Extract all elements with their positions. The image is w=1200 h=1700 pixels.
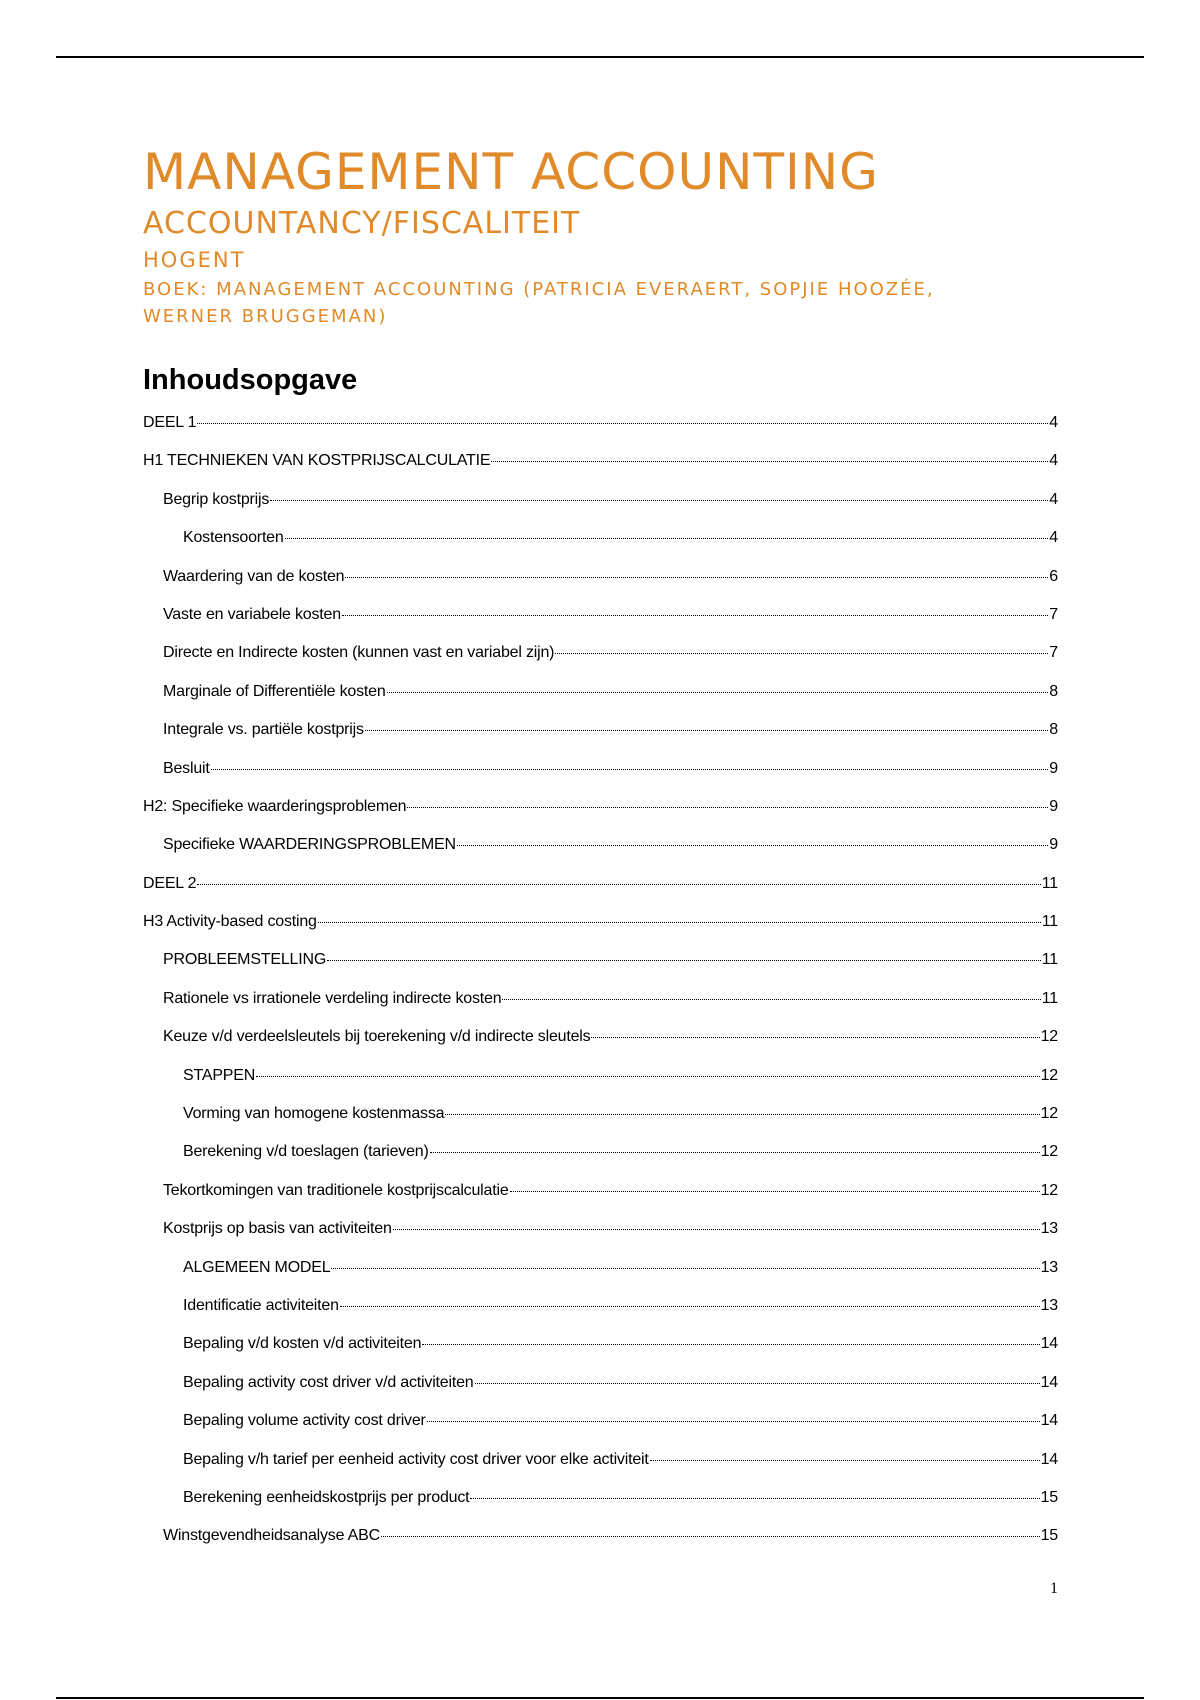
toc-entry[interactable] [143,990,1058,1028]
toc-entry-label: Kostensoorten [183,529,284,547]
toc-entry[interactable] [143,721,1058,759]
header-rule [56,56,1144,58]
footer-rule [56,1697,1144,1699]
toc-dot-leader [422,1344,1039,1345]
toc-entry-page: 15 [1040,1488,1058,1506]
toc-entry-page: 7 [1049,644,1058,662]
toc-entry[interactable] [143,529,1058,567]
toc-entry[interactable] [143,1143,1058,1181]
page-number: 1 [1050,1580,1058,1597]
toc-entry-page: 12 [1040,1105,1058,1123]
toc-entry[interactable] [143,1067,1058,1105]
toc-entry-label: Keuze v/d verdeelsleutels bij toerekening v/d indirecte sleutels [163,1028,591,1046]
toc-dot-leader [470,1498,1039,1499]
toc-entry-page: 8 [1049,682,1058,700]
toc-entry-label: Berekening eenheidskostprijs per product [183,1488,470,1506]
toc-dot-leader [445,1114,1039,1115]
toc-heading: Inhoudsopgave [143,364,358,396]
toc-entry-label: Specifieke WAARDERINGSPROBLEMEN [163,836,456,854]
toc-entry-label: H3 Activity-based costing [143,913,317,931]
toc-entry[interactable] [143,1489,1058,1527]
toc-dot-leader [555,653,1048,654]
toc-dot-leader [650,1460,1040,1461]
toc-entry-label: Bepaling v/h tarief per eenheid activity cost driver voor elke activiteit [183,1450,649,1468]
institution-name: HOGENT [143,248,246,272]
toc-entry-label: Bepaling v/d kosten v/d activiteiten [183,1335,422,1353]
document-title: MANAGEMENT ACCOUNTING [143,143,879,201]
toc-entry-label: Vorming van homogene kostenmassa [183,1105,445,1123]
toc-entry[interactable] [143,913,1058,951]
toc-entry-label: Berekening v/d toeslagen (tarieven) [183,1143,429,1161]
toc-entry-page: 14 [1040,1373,1058,1391]
toc-entry-page: 12 [1040,1028,1058,1046]
toc-entry-page: 8 [1049,721,1058,739]
toc-dot-leader [256,1076,1039,1077]
toc-entry[interactable] [143,1297,1058,1335]
toc-dot-leader [475,1383,1040,1384]
toc-entry[interactable] [143,875,1058,913]
toc-entry-label: H1 TECHNIEKEN VAN KOSTPRIJSCALCULATIE [143,452,491,470]
table-of-contents [143,414,1058,1566]
toc-entry-page: 13 [1040,1258,1058,1276]
toc-entry[interactable] [143,1412,1058,1450]
toc-entry-label: PROBLEEMSTELLING [163,951,327,969]
toc-dot-leader [393,1229,1040,1230]
toc-dot-leader [387,692,1049,693]
toc-dot-leader [318,922,1041,923]
toc-dot-leader [327,960,1041,961]
toc-dot-leader [211,769,1049,770]
toc-entry[interactable] [143,1105,1058,1143]
toc-entry-page: 4 [1049,490,1058,508]
toc-entry-label: DEEL 1 [143,414,197,431]
toc-entry-page: 14 [1040,1412,1058,1430]
toc-entry[interactable] [143,1220,1058,1258]
toc-dot-leader [345,577,1048,578]
toc-entry[interactable] [143,1335,1058,1373]
toc-entry[interactable] [143,491,1058,529]
toc-entry-label: Bepaling activity cost driver v/d activiteiten [183,1373,474,1391]
toc-entry-label: Kostprijs op basis van activiteiten [163,1220,392,1238]
toc-entry[interactable] [143,452,1058,490]
toc-entry[interactable] [143,836,1058,874]
toc-entry-page: 4 [1049,529,1058,547]
toc-dot-leader [427,1421,1040,1422]
book-reference-line-2: WERNER BRUGGEMAN) [143,306,388,327]
toc-entry[interactable] [143,683,1058,721]
toc-entry-page: 6 [1049,567,1058,585]
book-reference-line-1: BOEK: MANAGEMENT ACCOUNTING (PATRICIA EVERAERT, SOPJIE HOOZÉE, [143,279,935,300]
toc-entry-page: 14 [1040,1335,1058,1353]
toc-dot-leader [285,538,1049,539]
toc-entry-page: 12 [1040,1066,1058,1084]
toc-dot-leader [430,1152,1040,1153]
toc-entry-label: Tekortkomingen van traditionele kostprijscalculatie [163,1181,509,1199]
toc-entry-label: Rationele vs irrationele verdeling indirecte kosten [163,989,502,1007]
toc-dot-leader [491,461,1048,462]
toc-entry[interactable] [143,1527,1058,1565]
toc-entry-label: STAPPEN [183,1066,256,1084]
toc-entry[interactable] [143,1259,1058,1297]
toc-dot-leader [342,615,1048,616]
toc-entry-label: H2: Specifieke waarderingsproblemen [143,797,407,815]
toc-entry-page: 11 [1041,989,1058,1007]
toc-entry-label: Vaste en variabele kosten [163,605,341,623]
toc-entry-page: 9 [1049,759,1058,777]
toc-entry[interactable] [143,798,1058,836]
toc-dot-leader [270,500,1048,501]
toc-entry-page: 11 [1041,874,1058,892]
toc-entry[interactable] [143,414,1058,452]
toc-entry[interactable] [143,568,1058,606]
toc-entry[interactable] [143,1451,1058,1489]
toc-dot-leader [197,884,1040,885]
toc-entry-label: Bepaling volume activity cost driver [183,1412,426,1430]
toc-entry-label: Integrale vs. partiële kostprijs [163,721,364,739]
toc-dot-leader [340,1306,1040,1307]
toc-dot-leader [502,999,1040,1000]
document-body [143,140,1058,1566]
document-subtitle: ACCOUNTANCY/FISCALITEIT [143,206,581,241]
toc-entry-page: 14 [1040,1450,1058,1468]
toc-entry-page: 11 [1041,913,1058,931]
toc-entry-page: 12 [1040,1143,1058,1161]
toc-dot-leader [457,845,1048,846]
toc-entry[interactable] [143,644,1058,682]
toc-entry-page: 13 [1040,1296,1058,1314]
toc-entry-page: 11 [1041,951,1058,969]
toc-entry[interactable] [143,606,1058,644]
toc-entry-page: 12 [1040,1181,1058,1199]
toc-dot-leader [365,730,1048,731]
toc-dot-leader [381,1536,1040,1537]
toc-entry-page: 9 [1049,836,1058,854]
toc-entry-label: DEEL 2 [143,874,197,892]
toc-entry-label: Besluit [163,759,210,777]
toc-entry-label: Identificatie activiteiten [183,1296,339,1314]
toc-entry-page: 7 [1049,605,1058,623]
toc-dot-leader [510,1191,1040,1192]
toc-dot-leader [197,423,1048,424]
toc-entry[interactable] [143,1374,1058,1412]
toc-dot-leader [331,1268,1039,1269]
toc-entry[interactable] [143,951,1058,989]
toc-entry[interactable] [143,760,1058,798]
toc-entry-page: 4 [1049,452,1058,470]
toc-entry-label: Winstgevendheidsanalyse ABC [163,1527,380,1545]
toc-entry-label: Marginale of Differentiële kosten [163,682,386,700]
toc-dot-leader [407,807,1048,808]
toc-entry[interactable] [143,1182,1058,1220]
toc-dot-leader [591,1037,1039,1038]
toc-entry-label: ALGEMEEN MODEL [183,1258,331,1276]
toc-entry-label: Begrip kostprijs [163,490,270,508]
toc-entry-page: 13 [1040,1220,1058,1238]
toc-entry-label: Directe en Indirecte kosten (kunnen vast en variabel zijn) [163,644,555,662]
toc-entry-page: 4 [1049,414,1058,431]
book-reference [143,276,1058,330]
toc-entry[interactable] [143,1028,1058,1066]
toc-entry-label: Waardering van de kosten [163,567,345,585]
toc-entry-page: 9 [1049,797,1058,815]
toc-entry-page: 15 [1040,1527,1058,1545]
